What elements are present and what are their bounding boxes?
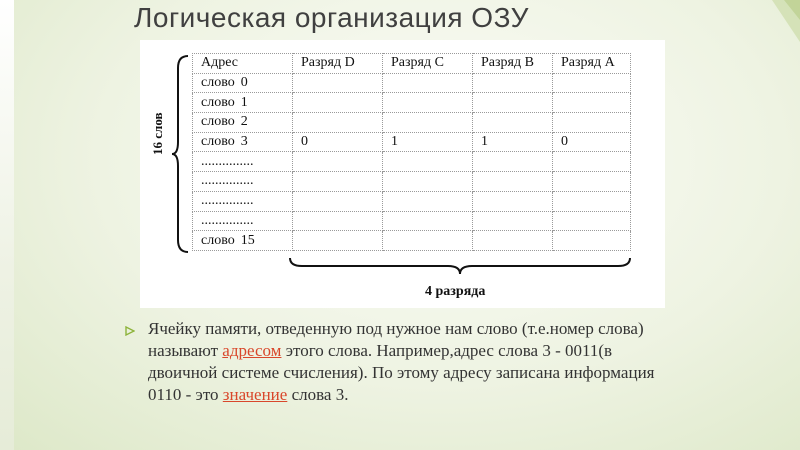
bit-b-cell	[473, 113, 553, 133]
word-number: 2	[240, 114, 248, 130]
bit-b-cell	[473, 73, 553, 93]
word-number: 3	[240, 134, 248, 150]
bit-b-cell	[473, 211, 553, 231]
left-decorative-bar	[0, 0, 14, 450]
bit-b-cell	[473, 191, 553, 211]
word-label: ...............	[201, 212, 254, 228]
word-label: ...............	[201, 173, 254, 189]
table-header-row	[193, 54, 631, 74]
header-bit-b: Разряд B	[473, 54, 553, 74]
bit-c-cell	[383, 93, 473, 113]
bullet-arrow-icon	[125, 326, 135, 336]
corner-decoration	[680, 0, 800, 120]
table-row	[193, 73, 631, 93]
words-count-label: 16 слов	[150, 112, 165, 155]
word-label: слово	[201, 134, 235, 150]
bit-a-cell	[553, 191, 631, 211]
paragraph-text-2: этого слова. Например,адрес слова 3 - 0011(в двоичной системе счисления). По этому адресу записана информация 0110 - это	[148, 341, 655, 404]
bit-c-cell	[383, 191, 473, 211]
table-row	[193, 132, 631, 152]
paragraph-text-1: Ячейку памяти, отведенную под нужное нам слово (т.е.номер слова) называют	[148, 319, 644, 360]
paragraph-text-3: слова 3.	[287, 385, 349, 404]
address-link[interactable]: адресом	[222, 341, 282, 360]
bottom-brace	[288, 256, 634, 278]
bit-b-cell	[473, 231, 553, 251]
value-link[interactable]: значение	[222, 385, 288, 404]
word-label: ...............	[201, 153, 254, 169]
bit-a-cell	[553, 211, 631, 231]
bit-a-cell	[553, 231, 631, 251]
bit-a-cell	[553, 172, 631, 192]
bit-c-cell	[383, 73, 473, 93]
word-number: 0	[240, 75, 248, 91]
bit-d-cell	[293, 73, 383, 93]
bits-count-label: 4 разряда	[425, 284, 486, 299]
table-row	[193, 152, 631, 172]
address-cell	[193, 172, 293, 192]
bit-d-cell	[293, 93, 383, 113]
header-bit-c: Разряд C	[383, 54, 473, 74]
table-row	[193, 191, 631, 211]
bit-a-cell	[553, 113, 631, 133]
address-cell	[193, 132, 293, 152]
bit-d-cell	[293, 152, 383, 172]
word-label: слово	[201, 94, 235, 110]
table-row	[193, 231, 631, 251]
address-cell	[193, 191, 293, 211]
header-bit-d: Разряд D	[293, 54, 383, 74]
bit-c-cell	[383, 152, 473, 172]
bit-d-cell	[293, 211, 383, 231]
bit-c-cell: 1	[383, 132, 473, 152]
address-cell	[193, 73, 293, 93]
word-label: ...............	[201, 193, 254, 209]
bit-d-cell	[293, 113, 383, 133]
bit-d-cell	[293, 191, 383, 211]
address-cell	[193, 231, 293, 251]
left-brace	[170, 54, 192, 254]
memory-figure	[140, 40, 665, 308]
word-number: 1	[240, 94, 248, 110]
table-row	[193, 93, 631, 113]
slide-title: Логическая организация ОЗУ	[134, 2, 529, 33]
bit-d-cell	[293, 172, 383, 192]
explanation-paragraph	[148, 318, 668, 406]
bit-b-cell	[473, 93, 553, 113]
bit-a-cell	[553, 73, 631, 93]
bit-a-cell: 0	[553, 132, 631, 152]
bit-d-cell: 0	[293, 132, 383, 152]
bit-b-cell: 1	[473, 132, 553, 152]
bit-a-cell	[553, 93, 631, 113]
table-row	[193, 211, 631, 231]
bit-c-cell	[383, 172, 473, 192]
word-label: слово	[201, 232, 235, 248]
header-address: Адрес	[193, 54, 293, 74]
address-cell	[193, 152, 293, 172]
bit-a-cell	[553, 152, 631, 172]
address-cell	[193, 93, 293, 113]
bit-d-cell	[293, 231, 383, 251]
word-number: 15	[240, 232, 255, 248]
table-row	[193, 172, 631, 192]
header-bit-a: Разряд A	[553, 54, 631, 74]
address-cell	[193, 113, 293, 133]
bit-c-cell	[383, 211, 473, 231]
bit-c-cell	[383, 113, 473, 133]
bit-b-cell	[473, 152, 553, 172]
word-label: слово	[201, 114, 235, 130]
table-row	[193, 113, 631, 133]
word-label: слово	[201, 75, 235, 91]
address-cell	[193, 211, 293, 231]
bit-b-cell	[473, 172, 553, 192]
memory-table	[192, 53, 631, 251]
bit-c-cell	[383, 231, 473, 251]
